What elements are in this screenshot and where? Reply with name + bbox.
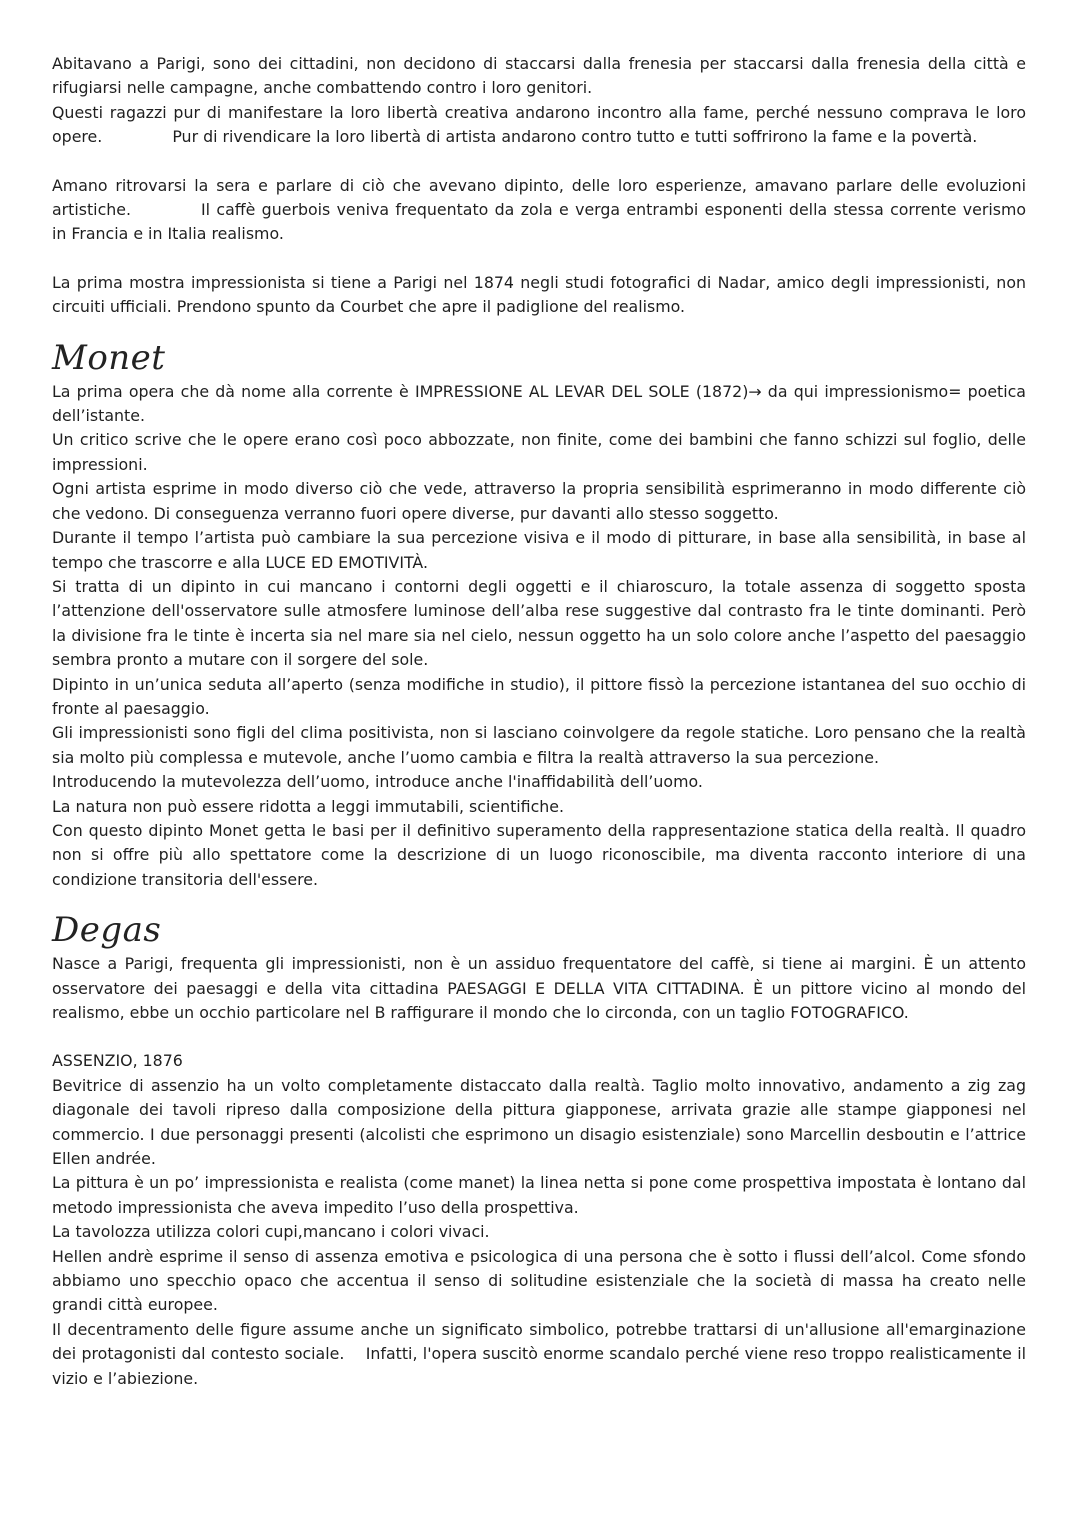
intro-paragraph-3a: Amano ritrovarsi la sera e parlare di ciò che avevano dipinto, delle loro esperienze, amavano parlare delle evoluzioni artistiche. xyxy=(52,175,1026,220)
intro-paragraph-3 xyxy=(52,174,1026,247)
monet-heading: Monet xyxy=(52,337,166,378)
intro-paragraph-3b: Il caffè guerbois veniva frequentato da zola e verga entrambi esponenti della stessa corrente verismo in Francia e in Italia realismo. xyxy=(52,200,1026,244)
monet-paragraph: Durante il tempo l’artista può cambiare la sua percezione visiva e il modo di pitturare, in base alla sensibilità, in base al tempo che trascorre e alla LUCE ED EMOTIVITÀ. xyxy=(52,528,1026,572)
monet-paragraph: Introducendo la mutevolezza dell’uomo, introduce anche l'inaffidabilità dell’uomo. xyxy=(52,772,703,792)
degas-paragraph: Bevitrice di assenzio ha un volto completamente distaccato dalla realtà. Taglio molto innovativo, andamento a zig zag diagonale dei tavoli ripreso dalla composizione della pittura giapponese, arrivata grazie alle stampe giapponesi nel commercio. I due personaggi presenti (alcolisti che esprimono un disagio esistenziale) sono Marcellin desboutin e l’attrice Ellen andrée. xyxy=(52,1075,1026,1169)
intro-paragraph-2b: Pur di rivendicare la loro libertà di artista andarono contro tutto e tutti soffrirono la fame e la povertà. xyxy=(172,127,978,147)
monet-paragraph: Con questo dipinto Monet getta le basi per il definitivo superamento della rappresentazione statica della realtà. Il quadro non si offre più allo spettatore come la descrizione di un luogo riconoscibile, ma diventa racconto interiore di una condizione transitoria dell'essere. xyxy=(52,820,1026,889)
degas-last-paragraph xyxy=(52,1318,1026,1391)
monet-paragraph: Ogni artista esprime in modo diverso ciò che vede, attraverso la propria sensibilità esprimeranno in modo differente ciò che vedono. Di conseguenza verranno fuori opere diverse, pur davanti allo stesso soggetto. xyxy=(52,479,1026,523)
intro-paragraph-4: La prima mostra impressionista si tiene a Parigi nel 1874 negli studi fotografici di Nadar, amico degli impressionisti, non circuiti ufficiali. Prendono spunto da Courbet che apre il padiglione del realismo. xyxy=(52,272,1026,317)
monet-paragraph: Si tratta di un dipinto in cui mancano i contorni degli oggetti e il chiaroscuro, la totale assenza di soggetto sposta l’attenzione dell'osservatore sulle atmosfere luminose dell’alba rese suggestive dal contrasto fra le tinte dominanti. Però la divisione fra le tinte è incerta sia nel mare sia nel cielo, nessun oggetto ha un solo colore anche l’aspetto del paesaggio sembra pronto a mutare con il sorgere del sole. xyxy=(52,576,1026,670)
degas-paragraph: Hellen andrè esprime il senso di assenza emotiva e psicologica di una persona che è sotto i flussi dell’alcol. Come sfondo abbiamo uno specchio opaco che accentua il senso di solitudine esistenziale che la società di massa ha creato nelle grandi città europee. xyxy=(52,1246,1026,1315)
degas-paragraph: La tavolozza utilizza colori cupi,mancano i colori vivaci. xyxy=(52,1222,490,1242)
degas-heading: Degas xyxy=(52,910,162,951)
monet-paragraph: La prima opera che dà nome alla corrente è IMPRESSIONE AL LEVAR DEL SOLE (1872)→ da qui impressionismo= poetica dell’istante. xyxy=(52,381,1026,426)
monet-paragraph: Dipinto in un’unica seduta all’aperto (senza modifiche in studio), il pittore fissò la percezione istantanea del suo occhio di fronte al paesaggio. xyxy=(52,674,1026,718)
intro-paragraph-2a: Questi ragazzi pur di manifestare la loro libertà creativa andarono incontro alla fame, perché nessuno comprava le loro opere. xyxy=(52,102,1026,147)
degas-work-title: ASSENZIO, 1876 xyxy=(52,1051,183,1071)
monet-paragraph: La natura non può essere ridotta a leggi immutabili, scientifiche. xyxy=(52,796,565,816)
degas-intro-paragraph: Nasce a Parigi, frequenta gli impressionisti, non è un assiduo frequentatore del caffè, si tiene ai margini. È un attento osservatore dei paesaggi e della vita cittadina PAESAGGI E DELLA VITA CITTADINA. È un pittore vicino al mondo del realismo, ebbe un occhio particolare nel B raffigurare il mondo che lo circonda, con un taglio FOTOGRAFICO. xyxy=(52,954,1026,1022)
intro-paragraph-2 xyxy=(52,101,1026,150)
monet-paragraph: Gli impressionisti sono figli del clima positivista, non si lasciano coinvolgere da regole statiche. Loro pensano che la realtà sia molto più complessa e mutevole, anche l’uomo cambia e filtra la realtà attraverso la sua percezione. xyxy=(52,723,1026,767)
intro-paragraph-1: Abitavano a Parigi, sono dei cittadini, non decidono di staccarsi dalla frenesia per staccarsi dalla frenesia della città e rifugiarsi nelle campagne, anche combattendo contro i loro genitori. xyxy=(52,54,1026,98)
monet-paragraph: Un critico scrive che le opere erano così poco abbozzate, non finite, come dei bambini che fanno schizzi sul foglio, delle impressioni. xyxy=(52,430,1026,474)
degas-last-paragraph-b: Infatti, l'opera suscitò enorme scandalo perché viene reso troppo realisticamente il vizio e l’abiezione. xyxy=(52,1344,1026,1388)
degas-last-paragraph-a: Il decentramento delle figure assume anche un significato simbolico, potrebbe trattarsi di un'allusione all'emarginazione dei protagonisti dal contesto sociale. xyxy=(52,1319,1026,1364)
degas-paragraph: La pittura è un po’ impressionista e realista (come manet) la linea netta si pone come prospettiva impostata è lontano dal metodo impressionista che aveva impedito l’uso della prospettiva. xyxy=(52,1173,1026,1217)
